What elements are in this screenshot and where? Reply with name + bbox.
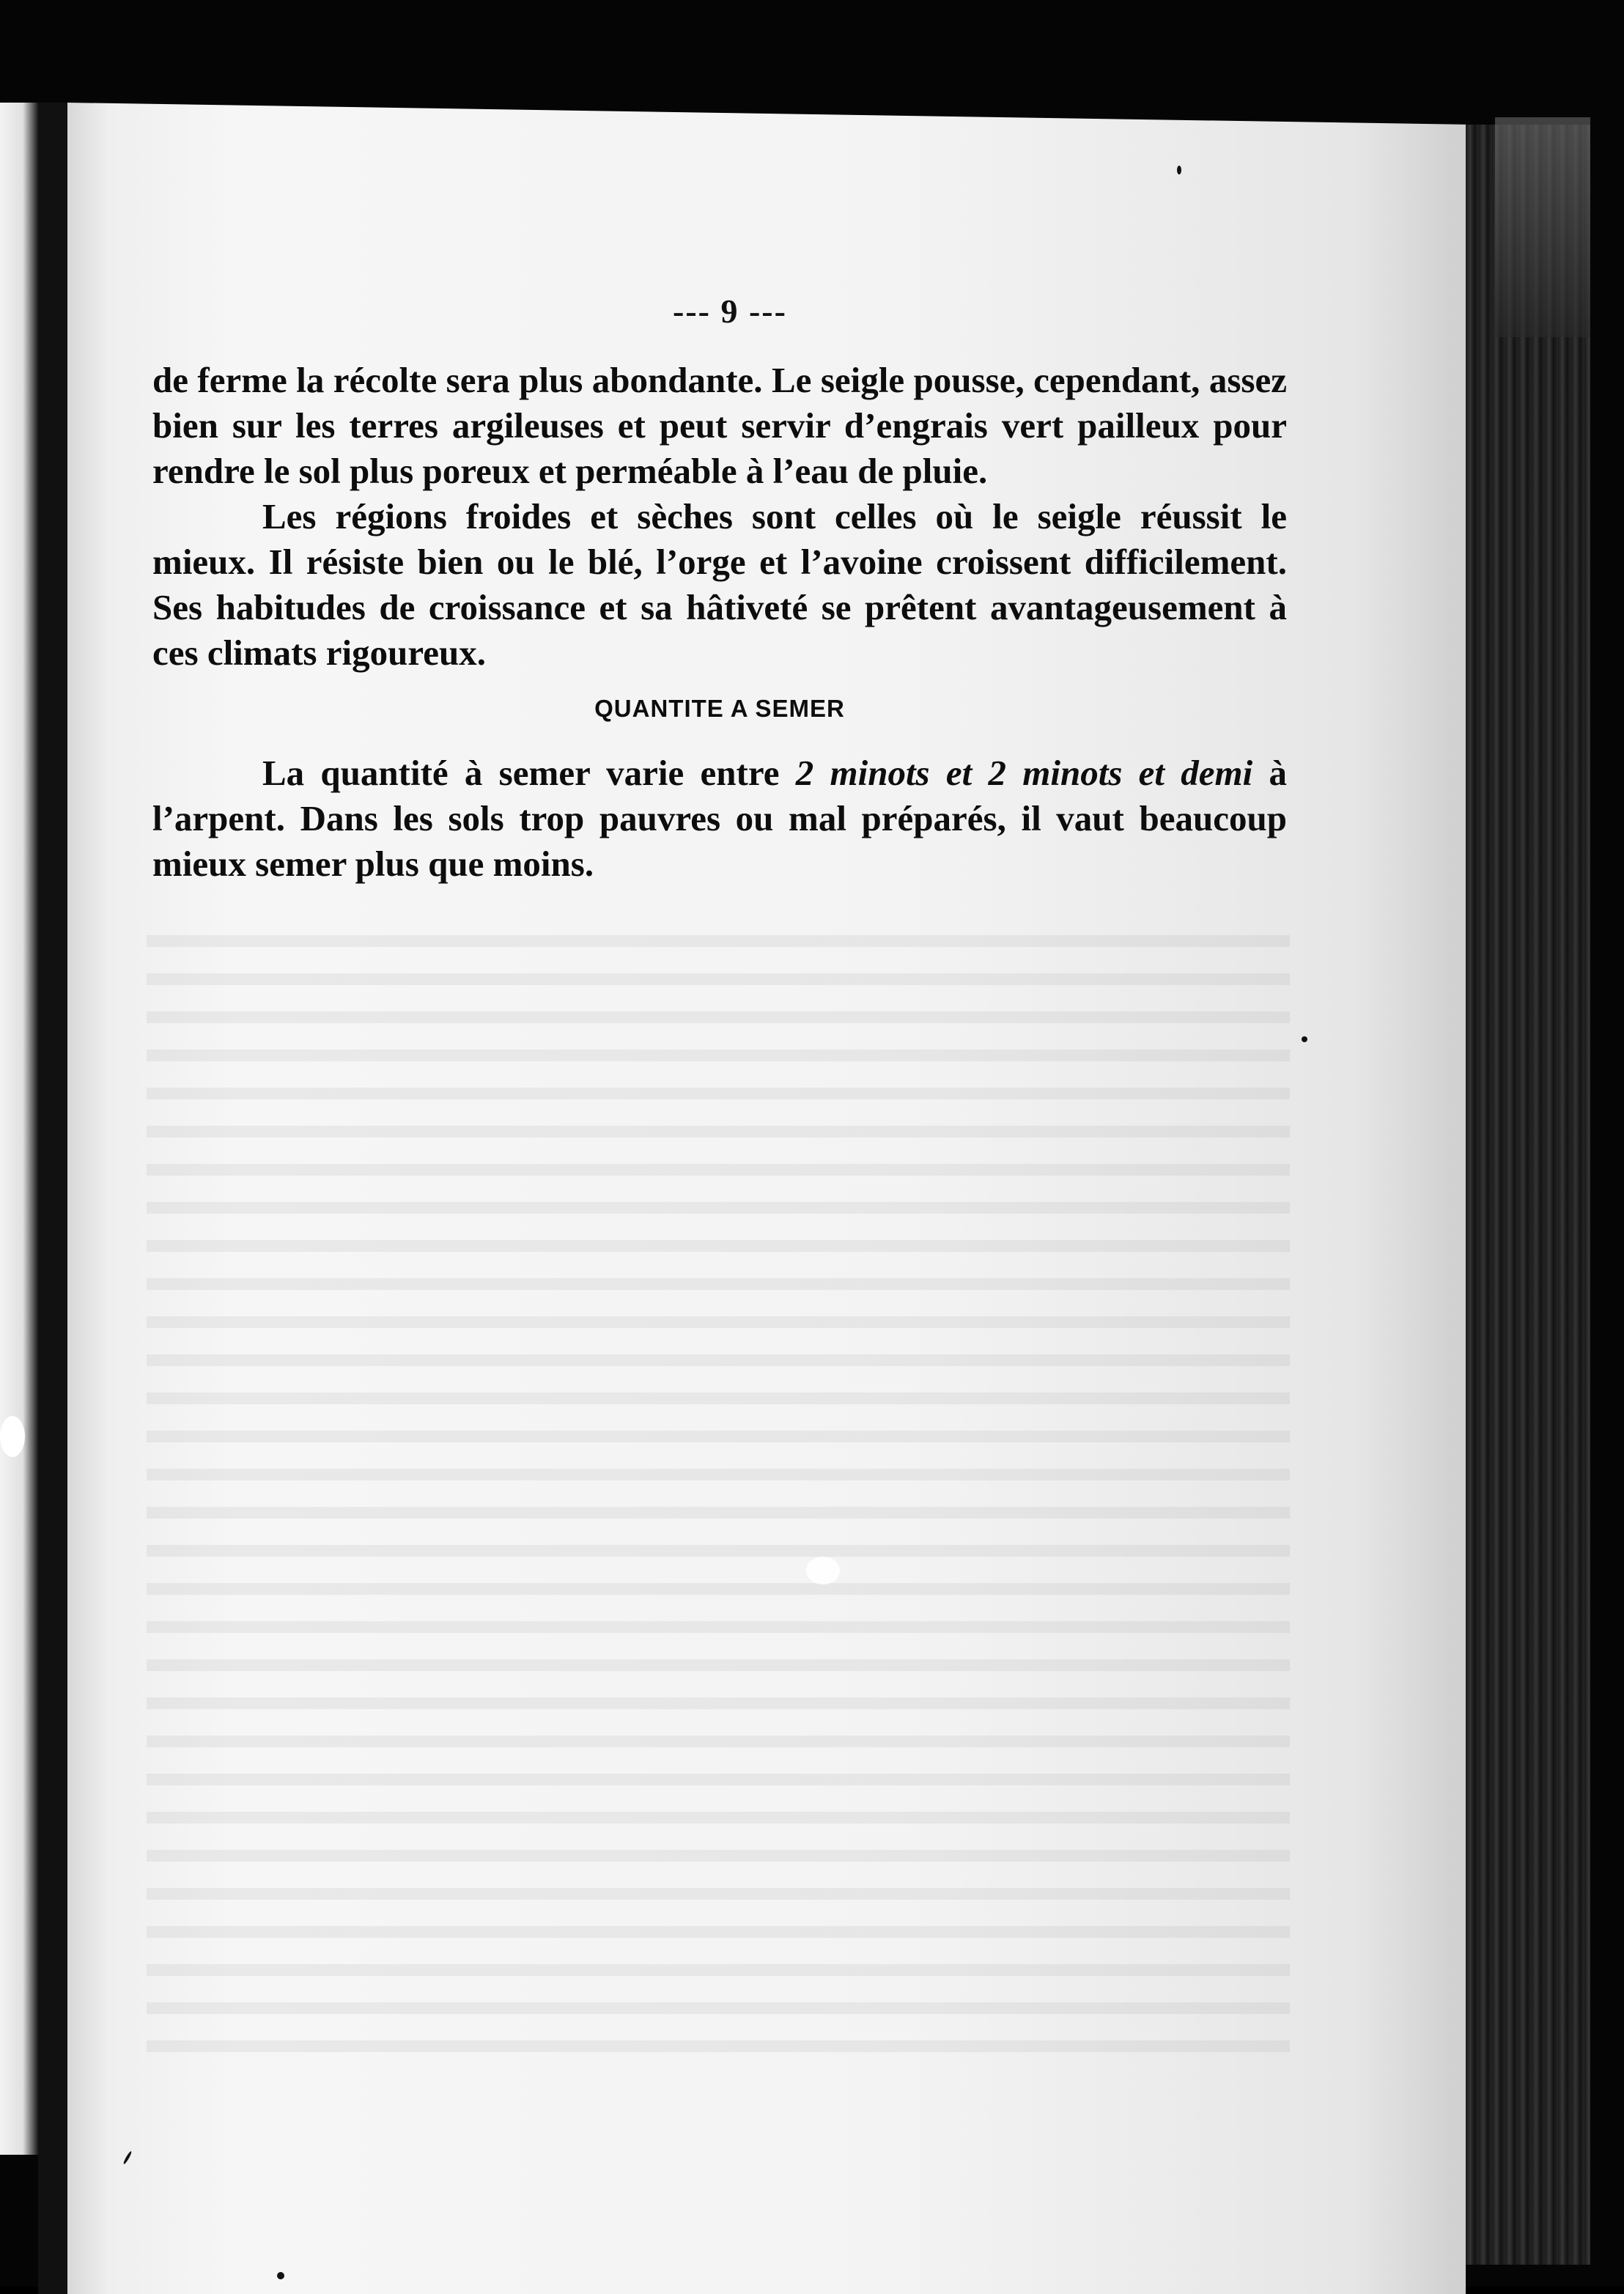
page-edge-highlight	[1495, 117, 1590, 337]
paragraph-continuation: de ferme la récolte sera plus abondante. Le seigle pousse, cependant, assez bien sur les terres argileuses et peut servir d’engrais vert pailleux pour rendre le sol plus poreux et perméable à l’eau de pluie.	[152, 360, 1287, 491]
book-gutter	[38, 103, 67, 2294]
quantity-text-start: La quantité à semer varie entre	[262, 753, 796, 793]
dust-speck	[1177, 166, 1181, 174]
page-number: --- 9 ---	[673, 292, 787, 330]
previous-page-edge	[0, 103, 38, 2155]
quantity-emphasis: 2 minots et 2 minots et demi	[795, 753, 1253, 793]
quantity-text-end: à l’arpent. Dans les sols trop pauvres ou mal préparés, il vaut beaucoup mieux semer plus que moins.	[152, 753, 1287, 884]
paragraph-quantity	[152, 750, 1287, 887]
stacked-page-edges	[1466, 125, 1590, 2265]
dust-speck	[1302, 1036, 1307, 1042]
section-heading: QUANTITE A SEMER	[594, 695, 845, 722]
paragraph-climate: Les régions froides et sèches sont celles où le seigle réussit le mieux. Il résiste bien ou le blé, l’orge et l’avoine croissent difficilement. Ses habitudes de croissance et sa hâtiveté se prêtent avantageusement à ces climats rigoureux.	[152, 496, 1287, 673]
paper-blemish	[806, 1557, 840, 1585]
dust-speck	[277, 2272, 284, 2279]
paper-blemish	[0, 1416, 25, 1457]
reverse-side-bleed-through	[147, 909, 1290, 2052]
body-text-bottom	[152, 750, 1287, 887]
body-text-top	[152, 358, 1287, 676]
